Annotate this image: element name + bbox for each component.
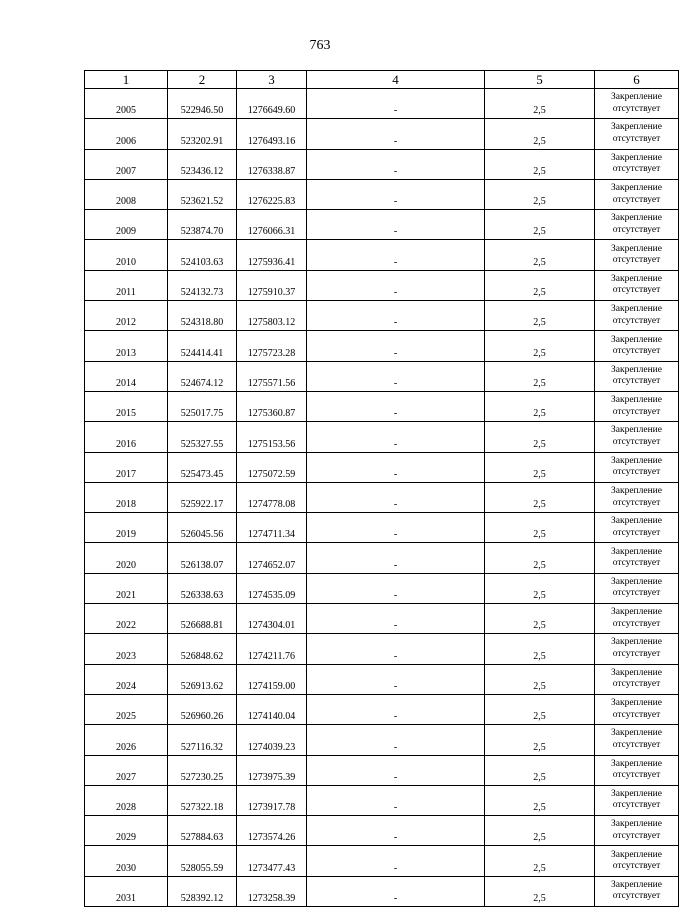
col5-cell: 2,5 [485, 210, 595, 240]
y-coordinate-cell: 1275072.59 [237, 452, 307, 482]
y-coordinate-cell: 1273258.39 [237, 876, 307, 906]
y-coordinate-cell: 1275936.41 [237, 240, 307, 270]
col5-cell: 2,5 [485, 482, 595, 512]
col5-cell: 2,5 [485, 179, 595, 209]
table-row [85, 634, 679, 664]
y-coordinate-cell: 1276649.60 [237, 89, 307, 119]
point-number-cell: 2020 [85, 543, 168, 573]
header-col-2: 2 [168, 71, 237, 89]
col4-cell: - [307, 573, 485, 603]
fixation-line-2: отсутствует [612, 315, 661, 326]
table-row [85, 422, 679, 452]
x-coordinate-cell: 524414.41 [168, 331, 237, 361]
fixation-cell [595, 331, 679, 361]
coordinates-table [84, 70, 679, 907]
table-row [85, 604, 679, 634]
x-coordinate-cell: 526913.62 [168, 664, 237, 694]
fixation-line-1: Закрепление [611, 425, 662, 436]
fixation-line-1: Закрепление [611, 849, 662, 860]
col4-cell: - [307, 240, 485, 270]
col5-cell: 2,5 [485, 270, 595, 300]
x-coordinate-cell: 525017.75 [168, 391, 237, 421]
col5-cell: 2,5 [485, 331, 595, 361]
fixation-line-2: отсутствует [612, 891, 661, 902]
fixation-cell [595, 755, 679, 785]
fixation-cell [595, 391, 679, 421]
point-number-cell: 2026 [85, 725, 168, 755]
col5-cell: 2,5 [485, 240, 595, 270]
y-coordinate-cell: 1274140.04 [237, 694, 307, 724]
header-col-1: 1 [85, 71, 168, 89]
col4-cell: - [307, 604, 485, 634]
point-number-cell: 2030 [85, 846, 168, 876]
fixation-cell [595, 179, 679, 209]
y-coordinate-cell: 1274159.00 [237, 664, 307, 694]
point-number-cell: 2023 [85, 634, 168, 664]
fixation-line-1: Закрепление [611, 395, 662, 406]
fixation-line-1: Закрепление [611, 364, 662, 375]
table-row [85, 816, 679, 846]
fixation-cell [595, 270, 679, 300]
fixation-line-2: отсутствует [612, 679, 661, 690]
y-coordinate-cell: 1273574.26 [237, 816, 307, 846]
y-coordinate-cell: 1274211.76 [237, 634, 307, 664]
y-coordinate-cell: 1273477.43 [237, 846, 307, 876]
table-row [85, 301, 679, 331]
x-coordinate-cell: 527230.25 [168, 755, 237, 785]
fixation-cell [595, 452, 679, 482]
fixation-cell [595, 543, 679, 573]
x-coordinate-cell: 528392.12 [168, 876, 237, 906]
col4-cell: - [307, 634, 485, 664]
point-number-cell: 2005 [85, 89, 168, 119]
col4-cell: - [307, 331, 485, 361]
table-row [85, 482, 679, 512]
y-coordinate-cell: 1275360.87 [237, 391, 307, 421]
col5-cell: 2,5 [485, 816, 595, 846]
fixation-line-2: отсутствует [612, 467, 661, 478]
fixation-cell [595, 119, 679, 149]
point-number-cell: 2019 [85, 513, 168, 543]
fixation-line-1: Закрепление [611, 92, 662, 103]
col4-cell: - [307, 513, 485, 543]
table-header-row [85, 71, 679, 89]
col4-cell: - [307, 846, 485, 876]
point-number-cell: 2027 [85, 755, 168, 785]
y-coordinate-cell: 1275803.12 [237, 301, 307, 331]
col5-cell: 2,5 [485, 513, 595, 543]
x-coordinate-cell: 526338.63 [168, 573, 237, 603]
point-number-cell: 2006 [85, 119, 168, 149]
x-coordinate-cell: 525327.55 [168, 422, 237, 452]
x-coordinate-cell: 526960.26 [168, 694, 237, 724]
x-coordinate-cell: 528055.59 [168, 846, 237, 876]
table-row [85, 876, 679, 906]
col5-cell: 2,5 [485, 391, 595, 421]
fixation-line-1: Закрепление [611, 637, 662, 648]
point-number-cell: 2008 [85, 179, 168, 209]
fixation-line-2: отсутствует [612, 224, 661, 235]
fixation-line-1: Закрепление [611, 788, 662, 799]
fixation-cell [595, 694, 679, 724]
table-row [85, 179, 679, 209]
fixation-cell [595, 604, 679, 634]
y-coordinate-cell: 1275571.56 [237, 361, 307, 391]
fixation-line-2: отсутствует [612, 497, 661, 508]
col4-cell: - [307, 482, 485, 512]
fixation-cell [595, 301, 679, 331]
col5-cell: 2,5 [485, 785, 595, 815]
fixation-line-2: отсутствует [612, 709, 661, 720]
y-coordinate-cell: 1276493.16 [237, 119, 307, 149]
point-number-cell: 2016 [85, 422, 168, 452]
table-row [85, 361, 679, 391]
fixation-cell [595, 573, 679, 603]
fixation-line-2: отсутствует [612, 830, 661, 841]
col4-cell: - [307, 210, 485, 240]
fixation-line-2: отсутствует [612, 194, 661, 205]
fixation-line-1: Закрепление [611, 758, 662, 769]
x-coordinate-cell: 522946.50 [168, 89, 237, 119]
header-col-3: 3 [237, 71, 307, 89]
fixation-cell [595, 361, 679, 391]
fixation-line-1: Закрепление [611, 455, 662, 466]
col5-cell: 2,5 [485, 755, 595, 785]
col5-cell: 2,5 [485, 846, 595, 876]
fixation-cell [595, 240, 679, 270]
fixation-cell [595, 785, 679, 815]
y-coordinate-cell: 1274778.08 [237, 482, 307, 512]
fixation-cell [595, 422, 679, 452]
table-row [85, 755, 679, 785]
col4-cell: - [307, 119, 485, 149]
y-coordinate-cell: 1275153.56 [237, 422, 307, 452]
x-coordinate-cell: 527884.63 [168, 816, 237, 846]
fixation-line-2: отсутствует [612, 103, 661, 114]
fixation-cell [595, 816, 679, 846]
x-coordinate-cell: 523874.70 [168, 210, 237, 240]
col5-cell: 2,5 [485, 876, 595, 906]
col5-cell: 2,5 [485, 361, 595, 391]
fixation-line-1: Закрепление [611, 243, 662, 254]
col5-cell: 2,5 [485, 89, 595, 119]
table-row [85, 543, 679, 573]
col5-cell: 2,5 [485, 149, 595, 179]
header-col-4: 4 [307, 71, 485, 89]
fixation-line-2: отсутствует [612, 376, 661, 387]
y-coordinate-cell: 1273975.39 [237, 755, 307, 785]
fixation-line-1: Закрепление [611, 546, 662, 557]
fixation-line-2: отсутствует [612, 406, 661, 417]
x-coordinate-cell: 525473.45 [168, 452, 237, 482]
y-coordinate-cell: 1274535.09 [237, 573, 307, 603]
col4-cell: - [307, 664, 485, 694]
col5-cell: 2,5 [485, 543, 595, 573]
col4-cell: - [307, 422, 485, 452]
table-row [85, 694, 679, 724]
y-coordinate-cell: 1274039.23 [237, 725, 307, 755]
col5-cell: 2,5 [485, 573, 595, 603]
table-row [85, 725, 679, 755]
fixation-line-2: отсутствует [612, 255, 661, 266]
point-number-cell: 2024 [85, 664, 168, 694]
fixation-cell [595, 664, 679, 694]
y-coordinate-cell: 1274652.07 [237, 543, 307, 573]
col4-cell: - [307, 543, 485, 573]
table-row [85, 240, 679, 270]
col4-cell: - [307, 816, 485, 846]
x-coordinate-cell: 524132.73 [168, 270, 237, 300]
point-number-cell: 2018 [85, 482, 168, 512]
x-coordinate-cell: 524674.12 [168, 361, 237, 391]
fixation-line-1: Закрепление [611, 334, 662, 345]
table-row [85, 149, 679, 179]
fixation-line-1: Закрепление [611, 122, 662, 133]
fixation-line-2: отсутствует [612, 648, 661, 659]
x-coordinate-cell: 526045.56 [168, 513, 237, 543]
x-coordinate-cell: 524103.63 [168, 240, 237, 270]
fixation-line-1: Закрепление [611, 516, 662, 527]
col4-cell: - [307, 361, 485, 391]
fixation-line-2: отсутствует [612, 558, 661, 569]
fixation-cell [595, 513, 679, 543]
table-row [85, 270, 679, 300]
fixation-line-2: отсутствует [612, 861, 661, 872]
fixation-line-2: отсутствует [612, 618, 661, 629]
table-row [85, 89, 679, 119]
point-number-cell: 2031 [85, 876, 168, 906]
fixation-cell [595, 89, 679, 119]
fixation-line-1: Закрепление [611, 183, 662, 194]
fixation-line-1: Закрепление [611, 819, 662, 830]
fixation-cell [595, 846, 679, 876]
fixation-line-2: отсутствует [612, 285, 661, 296]
fixation-line-1: Закрепление [611, 879, 662, 890]
header-col-5: 5 [485, 71, 595, 89]
fixation-line-2: отсутствует [612, 346, 661, 357]
point-number-cell: 2025 [85, 694, 168, 724]
y-coordinate-cell: 1276338.87 [237, 149, 307, 179]
col5-cell: 2,5 [485, 694, 595, 724]
fixation-line-2: отсутствует [612, 739, 661, 750]
fixation-line-1: Закрепление [611, 576, 662, 587]
fixation-line-1: Закрепление [611, 607, 662, 618]
fixation-line-1: Закрепление [611, 213, 662, 224]
fixation-cell [595, 725, 679, 755]
col5-cell: 2,5 [485, 452, 595, 482]
point-number-cell: 2007 [85, 149, 168, 179]
fixation-cell [595, 210, 679, 240]
fixation-cell [595, 149, 679, 179]
table-row [85, 391, 679, 421]
fixation-line-1: Закрепление [611, 698, 662, 709]
point-number-cell: 2028 [85, 785, 168, 815]
col4-cell: - [307, 694, 485, 724]
col5-cell: 2,5 [485, 119, 595, 149]
point-number-cell: 2014 [85, 361, 168, 391]
point-number-cell: 2011 [85, 270, 168, 300]
page-number: 763 [309, 38, 331, 53]
table-row [85, 846, 679, 876]
fixation-line-2: отсутствует [612, 133, 661, 144]
col5-cell: 2,5 [485, 634, 595, 664]
col5-cell: 2,5 [485, 301, 595, 331]
col5-cell: 2,5 [485, 422, 595, 452]
table-row [85, 119, 679, 149]
table-row [85, 513, 679, 543]
table-row [85, 785, 679, 815]
x-coordinate-cell: 527116.32 [168, 725, 237, 755]
col4-cell: - [307, 725, 485, 755]
col4-cell: - [307, 755, 485, 785]
y-coordinate-cell: 1275723.28 [237, 331, 307, 361]
fixation-cell [595, 482, 679, 512]
table-body [85, 89, 679, 907]
x-coordinate-cell: 525922.17 [168, 482, 237, 512]
point-number-cell: 2029 [85, 816, 168, 846]
y-coordinate-cell: 1276066.31 [237, 210, 307, 240]
fixation-line-2: отсутствует [612, 527, 661, 538]
fixation-line-2: отсутствует [612, 588, 661, 599]
x-coordinate-cell: 526138.07 [168, 543, 237, 573]
col4-cell: - [307, 179, 485, 209]
fixation-line-2: отсутствует [612, 164, 661, 175]
table-row [85, 573, 679, 603]
x-coordinate-cell: 523621.52 [168, 179, 237, 209]
col4-cell: - [307, 391, 485, 421]
x-coordinate-cell: 523436.12 [168, 149, 237, 179]
point-number-cell: 2017 [85, 452, 168, 482]
table-row [85, 452, 679, 482]
x-coordinate-cell: 526848.62 [168, 634, 237, 664]
point-number-cell: 2022 [85, 604, 168, 634]
x-coordinate-cell: 526688.81 [168, 604, 237, 634]
header-col-6: 6 [595, 71, 679, 89]
table-row [85, 664, 679, 694]
y-coordinate-cell: 1275910.37 [237, 270, 307, 300]
table-row [85, 331, 679, 361]
y-coordinate-cell: 1274304.01 [237, 604, 307, 634]
fixation-line-1: Закрепление [611, 667, 662, 678]
fixation-line-1: Закрепление [611, 273, 662, 284]
point-number-cell: 2015 [85, 391, 168, 421]
fixation-line-1: Закрепление [611, 304, 662, 315]
point-number-cell: 2013 [85, 331, 168, 361]
col5-cell: 2,5 [485, 725, 595, 755]
table-row [85, 210, 679, 240]
x-coordinate-cell: 527322.18 [168, 785, 237, 815]
point-number-cell: 2010 [85, 240, 168, 270]
col4-cell: - [307, 149, 485, 179]
fixation-line-2: отсутствует [612, 800, 661, 811]
fixation-line-2: отсутствует [612, 770, 661, 781]
y-coordinate-cell: 1274711.34 [237, 513, 307, 543]
fixation-line-1: Закрепление [611, 486, 662, 496]
point-number-cell: 2009 [85, 210, 168, 240]
point-number-cell: 2012 [85, 301, 168, 331]
y-coordinate-cell: 1276225.83 [237, 179, 307, 209]
col4-cell: - [307, 270, 485, 300]
fixation-cell [595, 634, 679, 664]
col4-cell: - [307, 301, 485, 331]
point-number-cell: 2021 [85, 573, 168, 603]
col4-cell: - [307, 89, 485, 119]
col4-cell: - [307, 785, 485, 815]
fixation-line-1: Закрепление [611, 728, 662, 739]
x-coordinate-cell: 523202.91 [168, 119, 237, 149]
col5-cell: 2,5 [485, 604, 595, 634]
col4-cell: - [307, 452, 485, 482]
col5-cell: 2,5 [485, 664, 595, 694]
fixation-line-2: отсутствует [612, 436, 661, 447]
x-coordinate-cell: 524318.80 [168, 301, 237, 331]
y-coordinate-cell: 1273917.78 [237, 785, 307, 815]
col4-cell: - [307, 876, 485, 906]
fixation-line-1: Закрепление [611, 152, 662, 163]
fixation-cell [595, 876, 679, 906]
